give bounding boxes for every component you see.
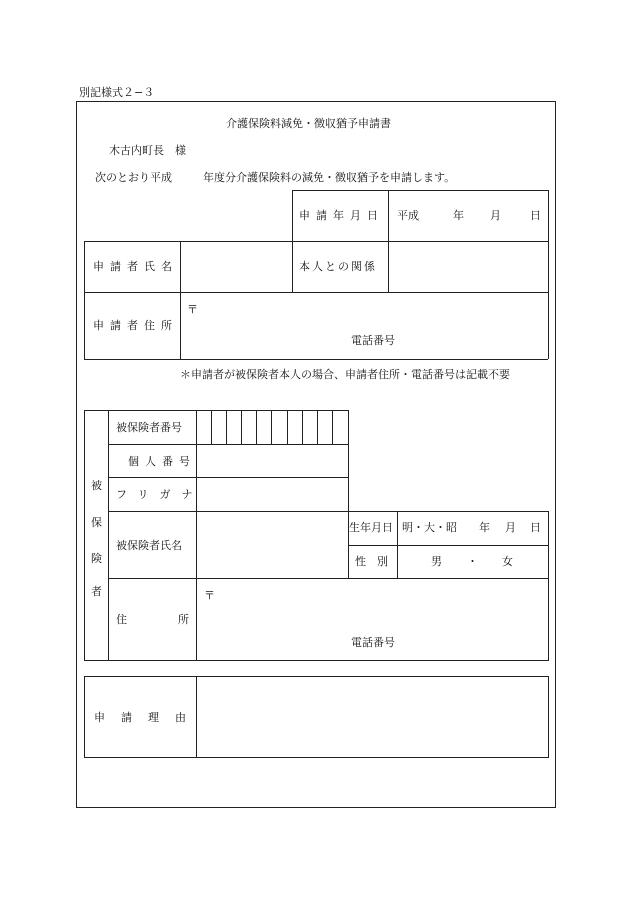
application-date-year-unit: 年 bbox=[453, 209, 464, 222]
insured-address-label-1: 住 bbox=[116, 613, 127, 626]
furigana-label: フリガナ bbox=[116, 488, 204, 501]
insured-address-label-2: 所 bbox=[178, 613, 189, 626]
application-date-field[interactable] bbox=[389, 191, 547, 240]
insured-number-label: 被保険者番号 bbox=[116, 421, 182, 434]
addressee: 木古内町長 様 bbox=[109, 144, 186, 157]
personal-number-field[interactable] bbox=[197, 445, 347, 476]
insured-name-field[interactable] bbox=[197, 512, 347, 577]
insured-section-char-2: 保 bbox=[91, 516, 102, 529]
applicant-name-label: 申請者氏名 bbox=[93, 260, 178, 273]
insured-address-field[interactable] bbox=[197, 579, 547, 659]
gender-female[interactable]: 女 bbox=[502, 555, 513, 568]
reason-field[interactable] bbox=[197, 677, 548, 757]
gender-label: 性 別 bbox=[355, 555, 388, 568]
birthdate-month-unit: 月 bbox=[505, 521, 516, 534]
insured-section-char-1: 被 bbox=[91, 479, 102, 492]
intro-suffix: 年度分介護保険料の減免・徴収猶予を申請します。 bbox=[203, 171, 456, 184]
applicant-address-field[interactable] bbox=[181, 293, 547, 358]
application-date-label: 申請年月日 bbox=[299, 209, 384, 222]
insured-postal-mark: 〒 bbox=[204, 589, 215, 602]
gender-separator: ・ bbox=[467, 555, 478, 568]
insured-section-char-4: 者 bbox=[91, 585, 102, 598]
applicant-phone-label: 電話番号 bbox=[351, 334, 395, 347]
insured-section-char-3: 険 bbox=[91, 552, 102, 565]
form-id: 別記様式２−３ bbox=[79, 86, 155, 99]
insured-number-field[interactable] bbox=[197, 411, 347, 443]
relation-label: 本人との関係 bbox=[299, 260, 377, 273]
form-title: 介護保険料減免・徴収猶予申請書 bbox=[226, 117, 391, 130]
gender-male[interactable]: 男 bbox=[431, 555, 442, 568]
birthdate-label: 生年月日 bbox=[349, 521, 393, 534]
birthdate-day-unit: 日 bbox=[530, 521, 541, 534]
personal-number-label: 個人番号 bbox=[128, 455, 196, 468]
applicant-address-label: 申請者住所 bbox=[93, 319, 178, 332]
insured-name-label: 被保険者氏名 bbox=[116, 539, 182, 552]
insured-phone-label: 電話番号 bbox=[351, 636, 395, 649]
relation-field[interactable] bbox=[389, 242, 547, 291]
application-date-day-unit: 日 bbox=[530, 209, 541, 222]
application-date-era: 平成 bbox=[397, 209, 419, 222]
birthdate-field[interactable] bbox=[398, 512, 547, 544]
birthdate-eras: 明・大・昭 bbox=[402, 521, 457, 534]
application-date-month-unit: 月 bbox=[490, 209, 501, 222]
applicant-name-field[interactable] bbox=[181, 242, 291, 291]
furigana-field[interactable] bbox=[197, 478, 347, 510]
reason-label: 申請理由 bbox=[94, 711, 202, 724]
intro-prefix: 次のとおり平成 bbox=[95, 171, 172, 184]
applicant-postal-mark: 〒 bbox=[187, 303, 198, 316]
birthdate-year-unit: 年 bbox=[479, 521, 490, 534]
applicant-note: ＊申請者が被保険者本人の場合、申請者住所・電話番号は記載不要 bbox=[180, 368, 510, 381]
